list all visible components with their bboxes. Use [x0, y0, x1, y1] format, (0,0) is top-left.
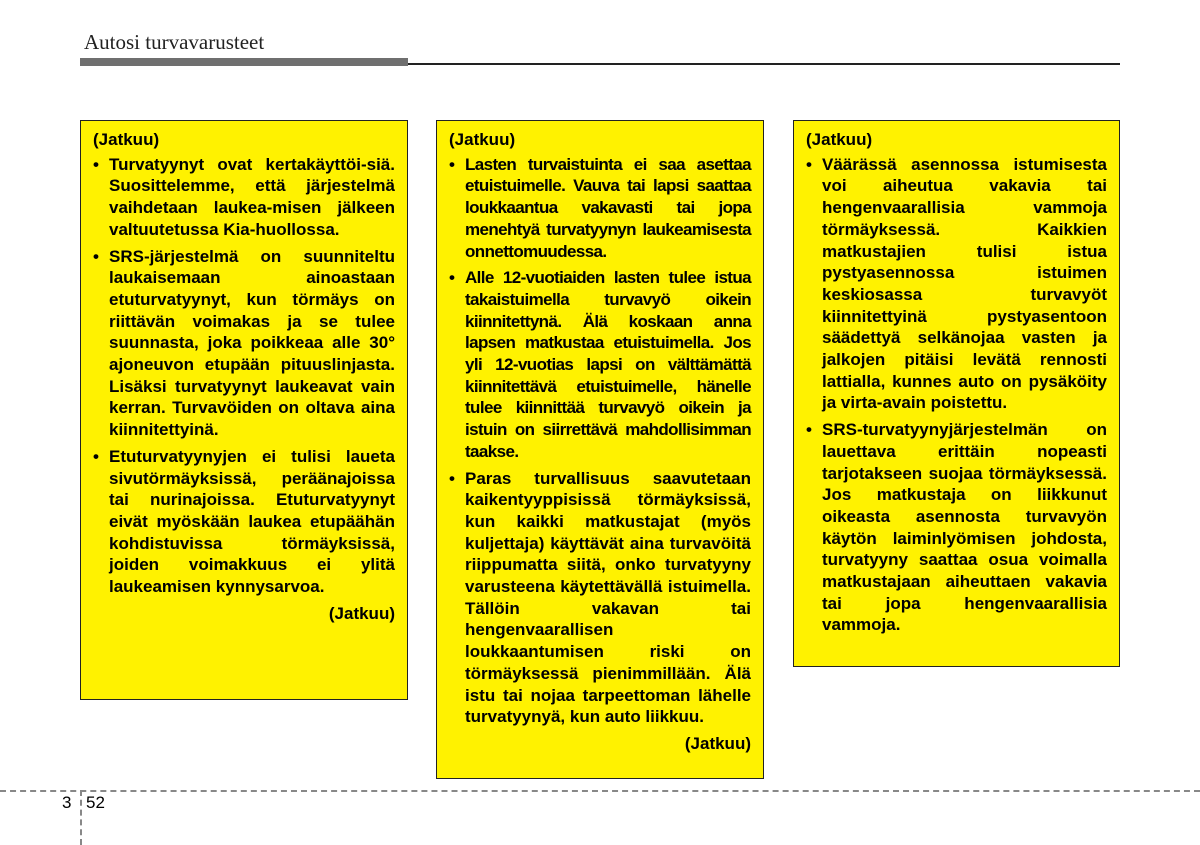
- box-heading: (Jatkuu): [449, 130, 516, 149]
- footer-dashed-rule: [0, 790, 1200, 792]
- warning-box-1: [80, 120, 408, 700]
- bullet-item: • SRS-turvatyynyjärjestelmän on lauettava erittäin nopeasti tarjotakseen suojaa törmäyksessä. Jos matkustaja on liikkunut oikeasta asennosta turvavyön käytön laiminlyömisen johdosta, turvatyyny saattaa osua voimalla matkustajaan aiheuttaen vakavia tai jopa hengenvaarallisia vammoja.: [806, 420, 1107, 635]
- bullet-item: • Väärässä asennossa istumisesta voi aiheutua vakavia tai hengenvaarallisia vammoja törmäyksessä. Kaikkien matkustajien tulisi istua pystyasennossa istuimen keskiosassa turvavyöt kiinnitettyinä pystyasentoon säädettyä selkänojaa vasten ja jalkojen pitäisi levätä rennosti lattialla, kunnes auto on pysäköity ja virta-avain poistettu.: [806, 154, 1107, 413]
- box-heading: (Jatkuu): [93, 130, 160, 149]
- chapter-number: 3: [62, 793, 72, 812]
- bullet-item: • Turvatyynyt ovat kertakäyttöi-siä. Suosittelemme, että järjestelmä vaihdetaan laukea-misen jälkeen valtuutetussa Kia-huollossa.: [93, 154, 395, 239]
- bullet-text: Lasten turvaistuinta ei saa asettaa etuistuimelle. Vauva tai lapsi saattaa loukkaantua vakavasti tai jopa menehtyä turvatyynyn laukeamisesta onnettomuudessa.: [465, 154, 751, 261]
- page-number: 52: [86, 793, 105, 812]
- box-heading: (Jatkuu): [806, 130, 873, 149]
- footer-dashed-divider: [80, 790, 82, 845]
- bullet-text: Alle 12-vuotiaiden lasten tulee istua takaistuimella turvavyö oikein kiinnitettynä. Älä koskaan anna lapsen matkustaa etuistuimella. Jos yli 12-vuotias lapsi on välttämättä kiinnitettävä etuistuimelle, hänelle tulee kiinnittää turvavyö oikein ja istuin on siirrettävä mahdollisimman taakse.: [465, 268, 751, 461]
- bullet-item: • SRS-järjestelmä on suunniteltu laukaisemaan ainoastaan etuturvatyynyt, kun törmäys on riittävän voimakas ja se tulee suunnasta, joka poikkeaa alle 30° ajoneuvon etupään pituuslinjasta. Lisäksi turvatyynyt laukeavat vain kerran. Turvavöiden on oltava aina kiinnitettyinä.: [93, 246, 395, 440]
- header-rule-thin: [408, 63, 1120, 65]
- bullet-text: SRS-järjestelmä on suunniteltu laukaisemaan ainoastaan etuturvatyynyt, kun törmäys on riittävän voimakas ja se tulee suunnasta, joka poikkeaa alle 30° ajoneuvon etupään pituuslinjasta. Lisäksi turvatyynyt laukeavat vain kerran. Turvavöiden on oltava aina kiinnitettyinä.: [109, 246, 395, 440]
- bullet-item: • Etuturvatyynyjen ei tulisi laueta sivutörmäyksissä, peräänajoissa tai nurinajoissa. Etuturvatyynyt eivät myöskään laukea etupäähän kohdistuvissa törmäyksissä, joiden voimakkuus ei ylitä laukeamisen kynnysarvoa.: [93, 446, 395, 597]
- page-header-title: Autosi turvavarusteet: [84, 30, 265, 54]
- bullet-text: Etuturvatyynyjen ei tulisi laueta sivutörmäyksissä, peräänajoissa tai nurinajoissa. Etuturvatyynyt eivät myöskään laukea etupäähän kohdistuvissa törmäyksissä, joiden voimakkuus ei ylitä laukeamisen kynnysarvoa.: [109, 446, 395, 597]
- continued-label: (Jatkuu): [328, 603, 395, 623]
- bullet-text: Paras turvallisuus saavutetaan kaikentyyppisissä törmäyksissä, kun kaikki matkustajat (myös kuljettaja) käyttävät aina turvavöitä riippumatta siitä, onko turvatyyny varusteena käytettävällä istuimella. Tällöin vakavan tai hengenvaarallisen loukkaantumisen riski on törmäyksessä pienimmillään. Älä istu tai nojaa tarpeettoman lähelle turvatyynyä, kun auto liikkuu.: [465, 468, 751, 727]
- continued-label: (Jatkuu): [684, 733, 751, 753]
- header-rule-thick: [80, 58, 408, 66]
- bullet-item: • Lasten turvaistuinta ei saa asettaa etuistuimelle. Vauva tai lapsi saattaa loukkaantua vakavasti tai jopa menehtyä turvatyynyn laukeamisesta onnettomuudessa.: [449, 154, 751, 261]
- bullet-text: Turvatyynyt ovat kertakäyttöi-siä. Suosittelemme, että järjestelmä vaihdetaan laukea-misen jälkeen valtuutetussa Kia-huollossa.: [109, 154, 395, 239]
- warning-box-2: [436, 120, 764, 779]
- warning-box-3: [793, 120, 1120, 667]
- bullet-text: Väärässä asennossa istumisesta voi aiheutua vakavia tai hengenvaarallisia vammoja törmäyksessä. Kaikkien matkustajien tulisi istua pystyasennossa istuimen keskiosassa turvavyöt kiinnitettyinä pystyasentoon säädettyä selkänojaa vasten ja jalkojen pitäisi levätä rennosti lattialla, kunnes auto on pysäköity ja virta-avain poistettu.: [822, 154, 1107, 413]
- bullet-item: • Alle 12-vuotiaiden lasten tulee istua takaistuimella turvavyö oikein kiinnitettynä. Älä koskaan anna lapsen matkustaa etuistuimella. Jos yli 12-vuotias lapsi on välttämättä kiinnitettävä etuistuimelle, hänelle tulee kiinnittää turvavyö oikein ja istuin on siirrettävä mahdollisimman taakse.: [449, 268, 751, 461]
- bullet-text: SRS-turvatyynyjärjestelmän on lauettava erittäin nopeasti tarjotakseen suojaa törmäyksessä. Jos matkustaja on liikkunut oikeasta asennosta turvavyön käytön laiminlyömisen johdosta, turvatyyny saattaa osua voimalla matkustajaan aiheuttaen vakavia tai jopa hengenvaarallisia vammoja.: [822, 420, 1107, 635]
- bullet-item: • Paras turvallisuus saavutetaan kaikentyyppisissä törmäyksissä, kun kaikki matkustajat (myös kuljettaja) käyttävät aina turvavöitä riippumatta siitä, onko turvatyyny varusteena käytettävällä istuimella. Tällöin vakavan tai hengenvaarallisen loukkaantumisen riski on törmäyksessä pienimmillään. Älä istu tai nojaa tarpeettoman lähelle turvatyynyä, kun auto liikkuu.: [449, 468, 751, 727]
